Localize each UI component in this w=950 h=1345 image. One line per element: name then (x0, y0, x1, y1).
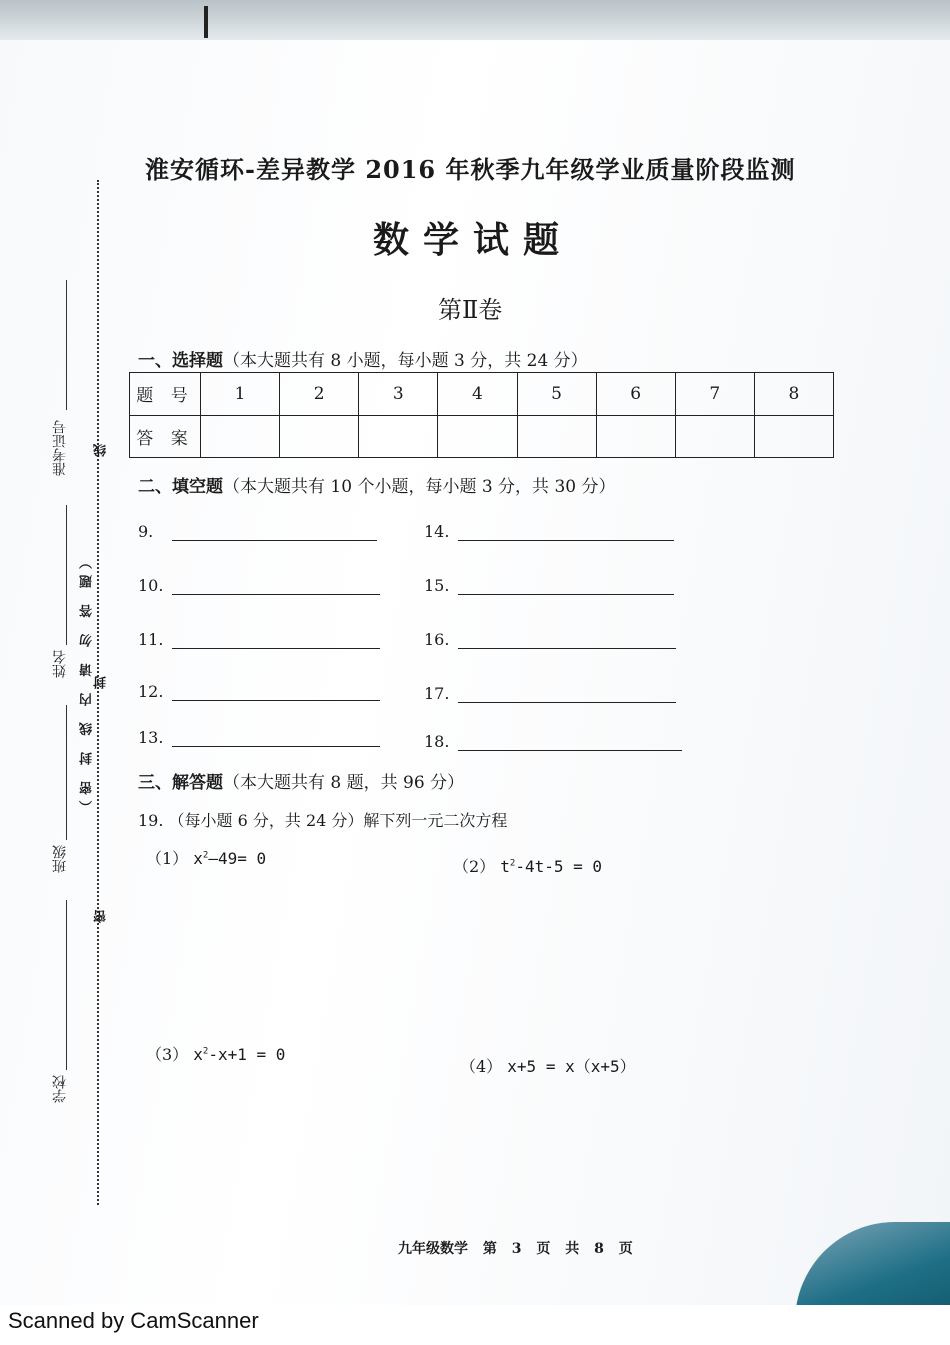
blank-number: 11. (138, 630, 164, 649)
blank-line[interactable] (458, 734, 682, 751)
equation-text (500, 857, 602, 876)
answer-cell[interactable] (359, 415, 438, 458)
section1-title: 一、选择题 (138, 351, 223, 371)
blank-line[interactable] (172, 730, 380, 747)
scan-background-top (0, 0, 950, 40)
fill-blank (138, 682, 380, 701)
blank-line[interactable] (458, 632, 676, 649)
school-line (66, 900, 67, 1070)
seal-char-seal: 封 (94, 676, 109, 689)
equation-1 (146, 846, 266, 869)
seal-note: （密 封 线 内 请 勿 答 题） (80, 550, 95, 814)
answer-table-number-row (130, 373, 834, 416)
question-number-cell: 1 (201, 373, 280, 416)
eq-exponent: 2 (202, 1046, 209, 1057)
fill-blank (424, 684, 676, 703)
blank-line[interactable] (458, 578, 674, 595)
name-label: 姓名 (52, 650, 68, 678)
eq-var: t (500, 857, 510, 876)
seal-dotted-line (97, 180, 99, 1205)
blank-number: 13. (138, 728, 164, 747)
row-header-number: 题 号 (130, 373, 201, 416)
answer-cell[interactable] (438, 415, 517, 458)
equation-text (193, 849, 266, 868)
answer-table (129, 372, 834, 458)
blank-number: 14. (424, 522, 450, 541)
section3-title: 三、解答题 (138, 773, 223, 793)
answer-cell[interactable] (517, 415, 596, 458)
equation-label: （3） (146, 1045, 189, 1064)
eq-rest: —49= 0 (208, 849, 267, 868)
class-label: 班级 (52, 845, 68, 873)
seal-char-secret: 密 (94, 910, 109, 923)
answer-cell[interactable] (280, 415, 359, 458)
section3-note: （本大题共有 8 题，共 96 分） (223, 773, 465, 793)
subject-title: 数学试题 (373, 219, 574, 261)
equation-label: （1） (146, 849, 189, 868)
answer-cell[interactable] (596, 415, 675, 458)
eq-exponent: 2 (509, 858, 516, 869)
fill-blank (424, 630, 676, 649)
equation-3 (146, 1042, 285, 1065)
fill-blank (424, 522, 674, 541)
question-number-cell: 2 (280, 373, 359, 416)
seal-char-line: 线 (94, 444, 109, 457)
equation-text (193, 1045, 285, 1064)
answer-table-answer-row (130, 415, 834, 458)
eq-rest: -4t-5 = 0 (515, 857, 603, 876)
exam-title: 淮安循环-差异教学 2016 年秋季九年级学业质量阶段监测 (145, 155, 796, 184)
fill-blank (424, 732, 682, 751)
blank-line[interactable] (458, 686, 676, 703)
sealed-margin (0, 0, 130, 1305)
blank-number: 18. (424, 732, 450, 751)
section3-heading (138, 768, 464, 793)
blank-line[interactable] (172, 632, 380, 649)
equation-text: x+5 = x（x+5） (507, 1057, 636, 1076)
exam-id-line (66, 280, 67, 410)
question-number-cell: 8 (754, 373, 833, 416)
eq-var: x (193, 1045, 203, 1064)
equation-label: （2） (453, 857, 496, 876)
school-label: 学校 (52, 1075, 68, 1103)
equation-4 (460, 1054, 636, 1077)
row-header-answer: 答 案 (130, 415, 201, 458)
volume-title: 第Ⅱ卷 (438, 296, 503, 324)
fill-blank (138, 728, 380, 747)
blank-number: 15. (424, 576, 450, 595)
equation-2 (453, 854, 602, 877)
pen-mark (204, 6, 208, 38)
equation-label: （4） (460, 1057, 503, 1076)
fill-blank (424, 576, 674, 595)
blank-line[interactable] (172, 578, 380, 595)
eq-var: x (193, 849, 203, 868)
blank-line[interactable] (172, 684, 380, 701)
question-number-cell: 7 (675, 373, 754, 416)
blank-number: 17. (424, 684, 450, 703)
section2-title: 二、填空题 (138, 477, 223, 497)
section1-note: （本大题共有 8 小题，每小题 3 分，共 24 分） (223, 351, 588, 371)
blank-number: 12. (138, 682, 164, 701)
blank-number: 9. (138, 522, 154, 541)
question-number-cell: 6 (596, 373, 675, 416)
section2-heading (138, 472, 616, 497)
question-19: 19. （每小题 6 分，共 24 分）解下列一元二次方程 (138, 811, 508, 830)
eq-rest: -x+1 = 0 (208, 1045, 286, 1064)
name-line (66, 505, 67, 645)
section2-note: （本大题共有 10 个小题，每小题 3 分，共 30 分） (223, 477, 616, 497)
scanner-watermark: Scanned by CamScanner (8, 1308, 259, 1333)
blank-line[interactable] (172, 524, 377, 541)
eq-exponent: 2 (202, 850, 209, 861)
question-number-cell: 3 (359, 373, 438, 416)
blank-number: 16. (424, 630, 450, 649)
fill-blank (138, 522, 377, 541)
blank-line[interactable] (458, 524, 674, 541)
answer-cell[interactable] (201, 415, 280, 458)
question-number-cell: 5 (517, 373, 596, 416)
exam-id-label: 准考证号 (52, 420, 68, 476)
fill-blank (138, 576, 380, 595)
fill-blank (138, 630, 380, 649)
page-number: 九年级数学 第 3 页 共 8 页 (398, 1241, 633, 1257)
answer-cell[interactable] (675, 415, 754, 458)
section1-heading (138, 346, 588, 371)
answer-cell[interactable] (754, 415, 833, 458)
class-line (66, 705, 67, 840)
question-number-cell: 4 (438, 373, 517, 416)
blank-number: 10. (138, 576, 164, 595)
